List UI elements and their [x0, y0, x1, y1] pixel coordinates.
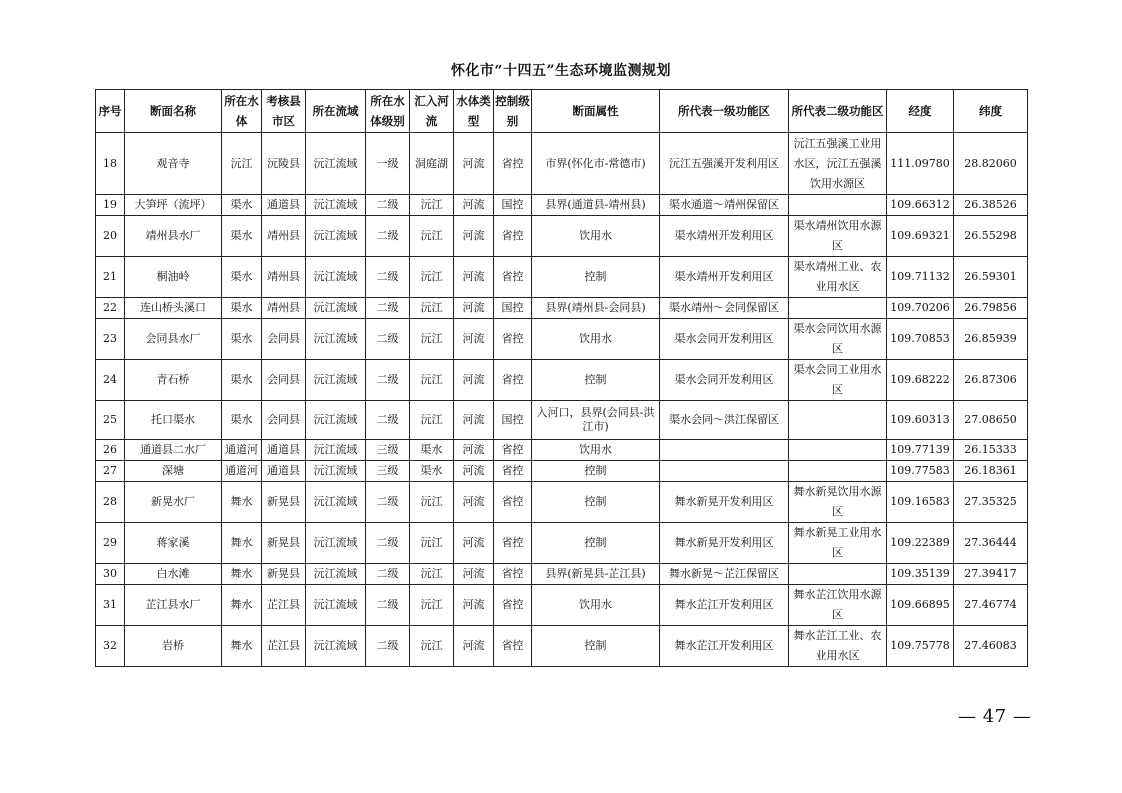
cell-func-zone-1: 渠水会同开发利用区 — [660, 319, 789, 360]
table-row — [96, 257, 1028, 298]
cell-district: 沅陵县 — [262, 133, 306, 195]
cell-control-level: 省控 — [494, 440, 532, 461]
header-index: 序号 — [96, 90, 125, 133]
cell-district: 会同县 — [262, 401, 306, 440]
table-row — [96, 626, 1028, 667]
header-latitude: 纬度 — [954, 90, 1028, 133]
cell-water-level: 二级 — [366, 360, 410, 401]
cell-func-zone-2: 舞水芷江饮用水源区 — [789, 585, 887, 626]
cell-latitude: 26.59301 — [954, 257, 1028, 298]
cell-inflow: 渠水 — [410, 440, 454, 461]
cell-func-zone-2 — [789, 401, 887, 440]
cell-basin: 沅江流域 — [306, 401, 366, 440]
cell-water-body: 舞水 — [222, 585, 262, 626]
cell-latitude: 28.82060 — [954, 133, 1028, 195]
cell-water-body: 通道河 — [222, 440, 262, 461]
cell-water-type: 河流 — [454, 564, 494, 585]
cell-name: 青石桥 — [125, 360, 222, 401]
cell-index: 31 — [96, 585, 125, 626]
cell-func-zone-2: 舞水芷江工业、农业用水区 — [789, 626, 887, 667]
cell-control-level: 省控 — [494, 626, 532, 667]
cell-basin: 沅江流域 — [306, 564, 366, 585]
cell-basin: 沅江流域 — [306, 360, 366, 401]
cell-func-zone-2: 渠水会同饮用水源区 — [789, 319, 887, 360]
cell-func-zone-2 — [789, 461, 887, 482]
cell-longitude: 109.70206 — [887, 298, 954, 319]
table-body — [96, 133, 1028, 667]
cell-inflow: 沅江 — [410, 626, 454, 667]
cell-attribute: 控制 — [532, 523, 660, 564]
cell-attribute: 控制 — [532, 461, 660, 482]
cell-control-level: 省控 — [494, 585, 532, 626]
cell-water-type: 河流 — [454, 257, 494, 298]
cell-control-level: 省控 — [494, 133, 532, 195]
header-func-zone-1: 所代表一级功能区 — [660, 90, 789, 133]
cell-control-level: 国控 — [494, 195, 532, 216]
cell-longitude: 109.16583 — [887, 482, 954, 523]
cell-water-level: 二级 — [366, 401, 410, 440]
cell-longitude: 109.71132 — [887, 257, 954, 298]
cell-func-zone-2: 渠水靖州工业、农业用水区 — [789, 257, 887, 298]
cell-district: 通道县 — [262, 440, 306, 461]
cell-district: 芷江县 — [262, 585, 306, 626]
cell-func-zone-1: 沅江五强溪开发利用区 — [660, 133, 789, 195]
cell-name: 岩桥 — [125, 626, 222, 667]
cell-func-zone-2: 渠水靖州饮用水源区 — [789, 216, 887, 257]
cell-water-level: 二级 — [366, 523, 410, 564]
cell-water-body: 舞水 — [222, 626, 262, 667]
cell-control-level: 省控 — [494, 319, 532, 360]
cell-func-zone-1: 舞水新晃开发利用区 — [660, 482, 789, 523]
cell-inflow: 沅江 — [410, 585, 454, 626]
header-district: 考核县市区 — [262, 90, 306, 133]
cell-inflow: 沅江 — [410, 195, 454, 216]
cell-latitude: 27.46774 — [954, 585, 1028, 626]
cell-basin: 沅江流域 — [306, 461, 366, 482]
cell-index: 18 — [96, 133, 125, 195]
cell-control-level: 省控 — [494, 482, 532, 523]
cell-water-level: 三级 — [366, 461, 410, 482]
header-name: 断面名称 — [125, 90, 222, 133]
cell-water-body: 舞水 — [222, 564, 262, 585]
cell-name: 托口渠水 — [125, 401, 222, 440]
cell-func-zone-1: 渠水通道～靖州保留区 — [660, 195, 789, 216]
cell-water-body: 渠水 — [222, 360, 262, 401]
cell-inflow: 沅江 — [410, 257, 454, 298]
cell-latitude: 26.55298 — [954, 216, 1028, 257]
cell-district: 靖州县 — [262, 216, 306, 257]
table-row — [96, 360, 1028, 401]
cell-index: 26 — [96, 440, 125, 461]
cell-basin: 沅江流域 — [306, 523, 366, 564]
cell-water-type: 河流 — [454, 319, 494, 360]
cell-latitude: 26.85939 — [954, 319, 1028, 360]
cell-control-level: 国控 — [494, 298, 532, 319]
cell-func-zone-2 — [789, 564, 887, 585]
cell-longitude: 109.77139 — [887, 440, 954, 461]
cell-func-zone-1: 渠水会同～洪江保留区 — [660, 401, 789, 440]
cell-attribute: 县界(通道县-靖州县) — [532, 195, 660, 216]
monitoring-section-table — [95, 89, 1028, 667]
cell-index: 20 — [96, 216, 125, 257]
cell-latitude: 26.15333 — [954, 440, 1028, 461]
cell-basin: 沅江流域 — [306, 133, 366, 195]
table-row — [96, 523, 1028, 564]
cell-district: 新晃县 — [262, 482, 306, 523]
cell-index: 25 — [96, 401, 125, 440]
cell-inflow: 沅江 — [410, 564, 454, 585]
table-row — [96, 319, 1028, 360]
header-func-zone-2: 所代表二级功能区 — [789, 90, 887, 133]
cell-index: 32 — [96, 626, 125, 667]
cell-control-level: 省控 — [494, 523, 532, 564]
cell-longitude: 109.66895 — [887, 585, 954, 626]
cell-basin: 沅江流域 — [306, 626, 366, 667]
cell-water-body: 沅江 — [222, 133, 262, 195]
cell-attribute: 县界(靖州县-会同县) — [532, 298, 660, 319]
cell-name: 桐油岭 — [125, 257, 222, 298]
cell-attribute: 市界(怀化市-常德市) — [532, 133, 660, 195]
cell-water-level: 三级 — [366, 440, 410, 461]
cell-water-body: 渠水 — [222, 401, 262, 440]
cell-index: 21 — [96, 257, 125, 298]
cell-water-level: 二级 — [366, 298, 410, 319]
cell-index: 23 — [96, 319, 125, 360]
cell-water-type: 河流 — [454, 440, 494, 461]
cell-latitude: 27.08650 — [954, 401, 1028, 440]
cell-water-body: 舞水 — [222, 523, 262, 564]
cell-district: 通道县 — [262, 461, 306, 482]
cell-inflow: 沅江 — [410, 401, 454, 440]
cell-longitude: 111.09780 — [887, 133, 954, 195]
cell-func-zone-2 — [789, 440, 887, 461]
cell-control-level: 国控 — [494, 401, 532, 440]
header-water-level: 所在水体级别 — [366, 90, 410, 133]
cell-func-zone-1: 舞水芷江开发利用区 — [660, 626, 789, 667]
cell-index: 27 — [96, 461, 125, 482]
header-control-level: 控制级别 — [494, 90, 532, 133]
cell-attribute: 入河口，县界(会同县-洪江市) — [532, 401, 660, 440]
cell-water-type: 河流 — [454, 585, 494, 626]
cell-district: 新晃县 — [262, 523, 306, 564]
cell-index: 30 — [96, 564, 125, 585]
cell-longitude: 109.22389 — [887, 523, 954, 564]
cell-water-level: 二级 — [366, 626, 410, 667]
cell-water-type: 河流 — [454, 523, 494, 564]
cell-water-level: 二级 — [366, 319, 410, 360]
cell-inflow: 沅江 — [410, 319, 454, 360]
cell-district: 靖州县 — [262, 257, 306, 298]
cell-district: 新晃县 — [262, 564, 306, 585]
cell-func-zone-2: 舞水新晃工业用水区 — [789, 523, 887, 564]
cell-water-body: 通道河 — [222, 461, 262, 482]
cell-water-body: 渠水 — [222, 298, 262, 319]
header-longitude: 经度 — [887, 90, 954, 133]
cell-func-zone-1: 舞水芷江开发利用区 — [660, 585, 789, 626]
cell-water-level: 二级 — [366, 257, 410, 298]
cell-func-zone-2 — [789, 298, 887, 319]
cell-func-zone-1 — [660, 461, 789, 482]
cell-func-zone-1: 渠水会同开发利用区 — [660, 360, 789, 401]
cell-water-type: 河流 — [454, 482, 494, 523]
cell-inflow: 沅江 — [410, 216, 454, 257]
cell-func-zone-1: 渠水靖州开发利用区 — [660, 257, 789, 298]
cell-inflow: 沅江 — [410, 298, 454, 319]
cell-latitude: 26.18361 — [954, 461, 1028, 482]
cell-func-zone-2 — [789, 195, 887, 216]
cell-water-level: 二级 — [366, 482, 410, 523]
cell-water-level: 二级 — [366, 216, 410, 257]
cell-water-body: 渠水 — [222, 195, 262, 216]
cell-water-level: 一级 — [366, 133, 410, 195]
cell-basin: 沅江流域 — [306, 585, 366, 626]
cell-func-zone-1: 渠水靖州开发利用区 — [660, 216, 789, 257]
cell-attribute: 饮用水 — [532, 440, 660, 461]
cell-name: 观音寺 — [125, 133, 222, 195]
table-row — [96, 461, 1028, 482]
cell-attribute: 控制 — [532, 257, 660, 298]
cell-index: 24 — [96, 360, 125, 401]
cell-func-zone-2: 沅江五强溪工业用水区，沅江五强溪饮用水源区 — [789, 133, 887, 195]
cell-name: 通道县二水厂 — [125, 440, 222, 461]
cell-name: 连山桥头溪口 — [125, 298, 222, 319]
header-inflow: 汇入河流 — [410, 90, 454, 133]
cell-name: 大笋坪（流坪） — [125, 195, 222, 216]
cell-basin: 沅江流域 — [306, 257, 366, 298]
cell-longitude: 109.69321 — [887, 216, 954, 257]
cell-water-body: 舞水 — [222, 482, 262, 523]
cell-control-level: 省控 — [494, 461, 532, 482]
cell-basin: 沅江流域 — [306, 319, 366, 360]
cell-water-body: 渠水 — [222, 319, 262, 360]
cell-attribute: 县界(新晃县-芷江县) — [532, 564, 660, 585]
cell-water-type: 河流 — [454, 216, 494, 257]
table-row — [96, 564, 1028, 585]
cell-water-type: 河流 — [454, 360, 494, 401]
cell-basin: 沅江流域 — [306, 216, 366, 257]
table-row — [96, 298, 1028, 319]
cell-district: 芷江县 — [262, 626, 306, 667]
cell-attribute: 饮用水 — [532, 585, 660, 626]
cell-longitude: 109.77583 — [887, 461, 954, 482]
cell-name: 芷江县水厂 — [125, 585, 222, 626]
cell-func-zone-1 — [660, 440, 789, 461]
cell-attribute: 控制 — [532, 626, 660, 667]
cell-water-type: 河流 — [454, 195, 494, 216]
cell-water-body: 渠水 — [222, 216, 262, 257]
cell-longitude: 109.75778 — [887, 626, 954, 667]
cell-basin: 沅江流域 — [306, 298, 366, 319]
cell-latitude: 27.35325 — [954, 482, 1028, 523]
cell-name: 深塘 — [125, 461, 222, 482]
cell-attribute: 控制 — [532, 360, 660, 401]
cell-inflow: 沅江 — [410, 482, 454, 523]
table-row — [96, 585, 1028, 626]
cell-name: 白水滩 — [125, 564, 222, 585]
cell-latitude: 26.38526 — [954, 195, 1028, 216]
table-row — [96, 482, 1028, 523]
cell-latitude: 26.87306 — [954, 360, 1028, 401]
table-row — [96, 133, 1028, 195]
cell-control-level: 省控 — [494, 257, 532, 298]
cell-basin: 沅江流域 — [306, 195, 366, 216]
cell-func-zone-1: 舞水新晃～芷江保留区 — [660, 564, 789, 585]
header-water-type: 水体类型 — [454, 90, 494, 133]
cell-water-body: 渠水 — [222, 257, 262, 298]
cell-water-type: 河流 — [454, 298, 494, 319]
cell-water-level: 二级 — [366, 195, 410, 216]
cell-basin: 沅江流域 — [306, 440, 366, 461]
cell-basin: 沅江流域 — [306, 482, 366, 523]
cell-name: 会同县水厂 — [125, 319, 222, 360]
table-row — [96, 216, 1028, 257]
cell-water-type: 河流 — [454, 461, 494, 482]
cell-control-level: 省控 — [494, 564, 532, 585]
cell-latitude: 27.46083 — [954, 626, 1028, 667]
cell-inflow: 沅江 — [410, 360, 454, 401]
cell-func-zone-2: 渠水会同工业用水区 — [789, 360, 887, 401]
cell-latitude: 27.39417 — [954, 564, 1028, 585]
table-row — [96, 195, 1028, 216]
cell-inflow: 渠水 — [410, 461, 454, 482]
cell-latitude: 26.79856 — [954, 298, 1028, 319]
cell-water-type: 河流 — [454, 626, 494, 667]
cell-district: 会同县 — [262, 319, 306, 360]
header-attribute: 断面属性 — [532, 90, 660, 133]
cell-district: 通道县 — [262, 195, 306, 216]
cell-index: 29 — [96, 523, 125, 564]
cell-inflow: 沅江 — [410, 523, 454, 564]
cell-func-zone-1: 渠水靖州～会同保留区 — [660, 298, 789, 319]
cell-longitude: 109.35139 — [887, 564, 954, 585]
page-title: 怀化市“十四五”生态环境监测规划 — [450, 63, 672, 79]
cell-name: 蒋家溪 — [125, 523, 222, 564]
cell-longitude: 109.66312 — [887, 195, 954, 216]
cell-longitude: 109.60313 — [887, 401, 954, 440]
cell-control-level: 省控 — [494, 216, 532, 257]
cell-water-type: 河流 — [454, 401, 494, 440]
cell-attribute: 饮用水 — [532, 216, 660, 257]
cell-name: 新晃水厂 — [125, 482, 222, 523]
cell-latitude: 27.36444 — [954, 523, 1028, 564]
cell-district: 靖州县 — [262, 298, 306, 319]
cell-attribute: 饮用水 — [532, 319, 660, 360]
table-row — [96, 440, 1028, 461]
header-basin: 所在流域 — [306, 90, 366, 133]
cell-name: 靖州县水厂 — [125, 216, 222, 257]
table-row — [96, 401, 1028, 440]
table-header-row — [96, 90, 1028, 133]
cell-index: 19 — [96, 195, 125, 216]
page-number: — 47 — — [958, 706, 1032, 727]
cell-func-zone-2: 舞水新晃饮用水源区 — [789, 482, 887, 523]
cell-water-level: 二级 — [366, 564, 410, 585]
cell-water-level: 二级 — [366, 585, 410, 626]
cell-attribute: 控制 — [532, 482, 660, 523]
header-water-body: 所在水体 — [222, 90, 262, 133]
cell-index: 28 — [96, 482, 125, 523]
cell-func-zone-1: 舞水新晃开发利用区 — [660, 523, 789, 564]
cell-district: 会同县 — [262, 360, 306, 401]
cell-longitude: 109.68222 — [887, 360, 954, 401]
cell-inflow: 洞庭湖 — [410, 133, 454, 195]
cell-water-type: 河流 — [454, 133, 494, 195]
cell-index: 22 — [96, 298, 125, 319]
cell-control-level: 省控 — [494, 360, 532, 401]
cell-longitude: 109.70853 — [887, 319, 954, 360]
